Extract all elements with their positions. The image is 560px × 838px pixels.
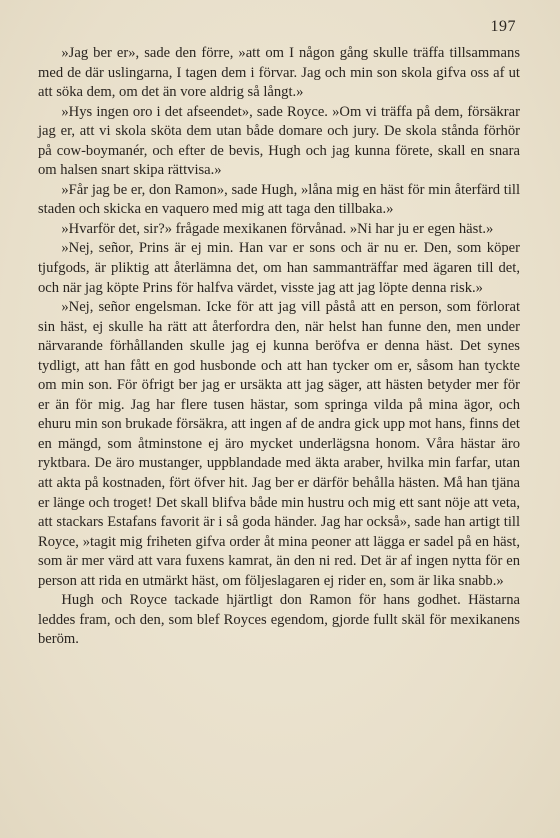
- page-number: 197: [490, 18, 516, 35]
- paragraph: »Nej, señor engelsman. Icke för att jag vill påstå att en person, som förlorat sin häst, ej skulle ha rätt att återfordra den, när helst han funne den, men under närvarande förhållanden skulle jag ej kunna beröfva er denna häst. Det synes tydligt, att han fått en god husbonde och att han tycker om er, såsom han tyckte om min son. För öfrigt ber jag er ursäkta att jag säger, att hästen betyder mer för er än för mig. Jag har flere tusen hästar, som springa vilda på mina ägor, och ehuru min son brukade försäkra, att ingen af de andra gick upp mot hans, finns det en mängd, som åtminstone ej äro mycket underlägsna honom. Våra hästar äro ryktbara. De äro mustanger, uppblandade med äkta araber, hvilka min farfar, utan att akta på kostnaden, fört öfver hit. Jag ber er därför behålla hästen. Må han tjäna er länge och troget! Det skall blifva både min hustru och mig ett sant nöje att veta, att stackars Estafans favorit är i så goda händer. Jag har också», sade han artigt till Royce, »tagit mig friheten gifva order åt mina peoner att lägga er sadel på en häst, som är mer värd att vara fuxens kamrat, än den ni red. Det är af ingen nytta för en person att rida en utmärkt häst, om följeslagaren ej rider en, som är lika snabb.»: [38, 299, 520, 589]
- paragraph: »Hvarför det, sir?» frågade mexikanen förvånad. »Ni har ju er egen häst.»: [61, 220, 494, 237]
- paragraph: »Hys ingen oro i det afseendet», sade Royce. »Om vi träffa på dem, försäkrar jag er, att vi skola sköta dem utan både domare och jury. De skola stånda förhör på cow-boymanér, och efter de bevis, Hugh och jag kunna förete, skall en snara om halsen snart skipa rättvisa.»: [38, 103, 520, 179]
- paragraph: »Jag ber er», sade den förre, »att om I någon gång skulle träffa tillsammans med de där uslingarna, I tagen dem i förvar. Jag och min son skola gifva oss af ut att söka dem, om det än vore aldrig så långt.»: [38, 45, 520, 101]
- paragraph: Hugh och Royce tackade hjärtligt don Ramon för hans godhet. Hästarna leddes fram, och den, som blef Royces egendom, gjorde fullt skäl för mexikanens beröm.: [38, 592, 520, 648]
- paragraph: »Nej, señor, Prins är ej min. Han var er sons och är nu er. Den, som köper tjufgods, är pliktig att återlämna det, om han sammanträffar med ägaren till det, och när jag köpte Prins för halfva värdet, visste jag att jag löpte denna risk.»: [38, 240, 520, 296]
- body-text: [38, 44, 520, 650]
- paragraph: »Får jag be er, don Ramon», sade Hugh, »låna mig en häst för min återfärd till staden och skicka en vaquero med mig att taga den tillbaka.»: [38, 181, 520, 218]
